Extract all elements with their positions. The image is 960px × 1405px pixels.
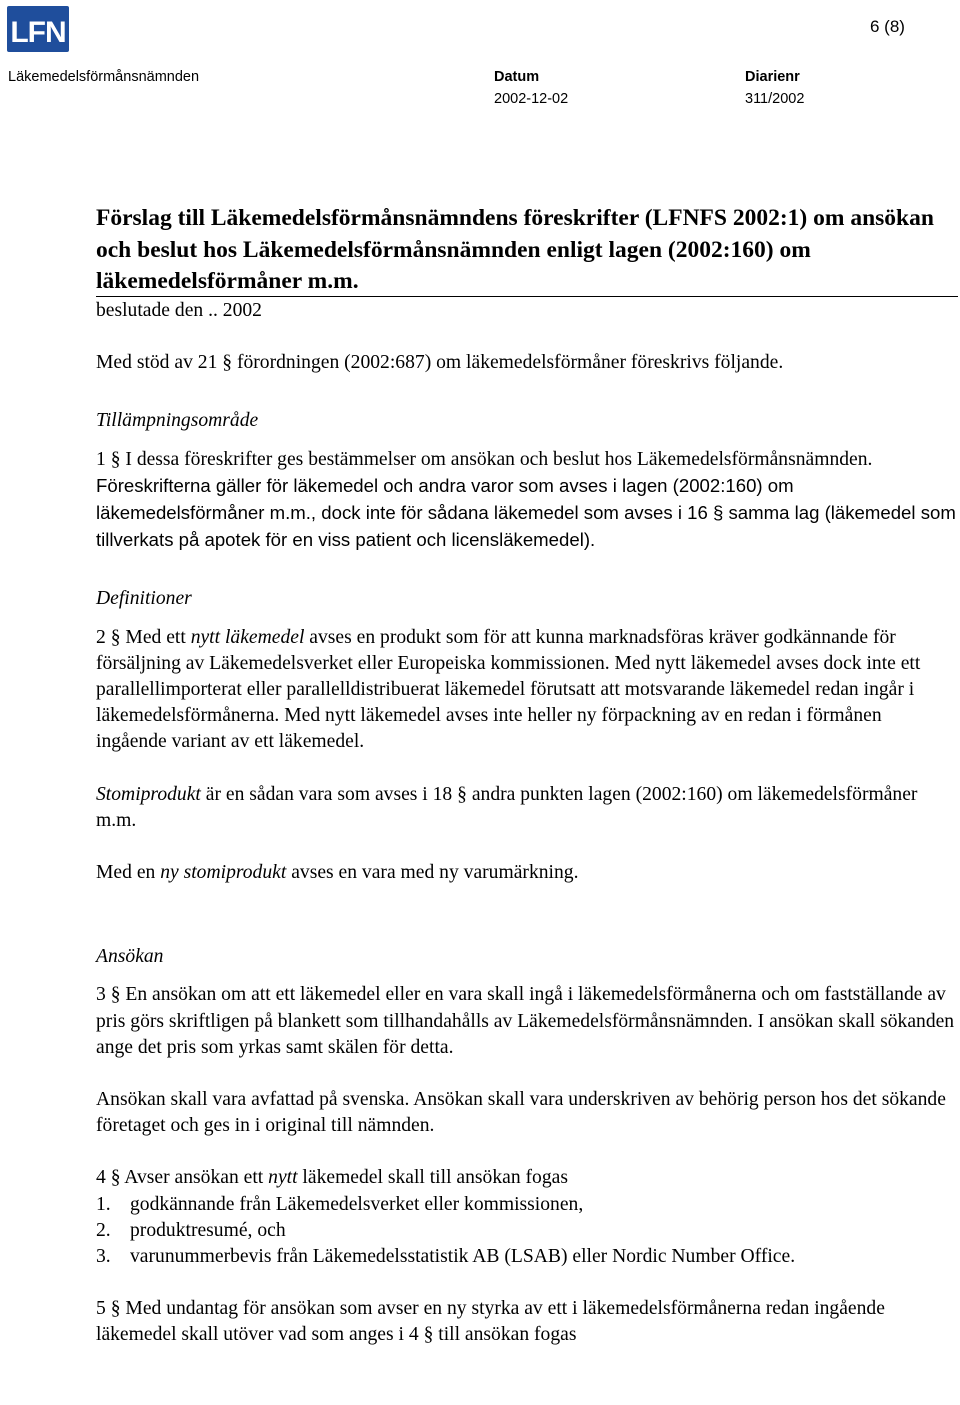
title-rule: [96, 296, 958, 297]
document-body: [96, 298, 956, 1349]
paragraph-7: [96, 1165, 956, 1191]
diarienr-label: Diarienr: [745, 69, 800, 85]
date-value: 2002-12-02: [494, 91, 569, 107]
paragraph-3-part-b: är en sådan vara som avses i 18 § andra punkten lagen (2002:160) om läkemedelsförmåner m.m.: [96, 783, 918, 831]
term-ny-stomiprodukt: ny stomiprodukt: [160, 862, 287, 884]
logo-text: LFN: [10, 16, 66, 49]
intro-paragraph: Med stöd av 21 § förordningen (2002:687) om läkemedelsförmåner föreskrivs följande.: [96, 352, 784, 374]
date-label: Datum: [494, 69, 540, 85]
paragraph-2: [96, 625, 956, 756]
term-nytt: nytt: [268, 1167, 298, 1189]
paragraph-5: 3 § En ansökan om att ett läkemedel eller en vara skall ingå i läkemedelsförmånerna och om fastställande av pris görs skriftligen på blankett som tillhandahålls av Läkemedelsförmånsnämnden. I ansökan skall sökanden ange det pris som yrkas samt skälen för detta.: [96, 984, 955, 1058]
paragraph-6: Ansökan skall vara avfattad på svenska. Ansökan skall vara underskriven av behörig person hos det sökande företaget och ges in i original till nämnden.: [96, 1089, 946, 1137]
decided-line: beslutade den .. 2002: [96, 300, 262, 321]
paragraph-3: [96, 782, 956, 834]
section-heading-scope: Tillämpningsområde: [96, 410, 259, 432]
list-item-number: 2.: [96, 1219, 111, 1241]
page-number: 6 (8): [870, 17, 905, 36]
term-stomiprodukt: Stomiprodukt: [96, 783, 201, 805]
paragraph-4-part-a: Med en: [96, 862, 161, 884]
attachment-list: [96, 1192, 956, 1271]
paragraph-7-part-b: läkemedel skall till ansökan fogas: [297, 1167, 568, 1189]
paragraph-1-part-a: 1 § I dessa föreskrifter ges bestämmelser om ansökan och beslut hos Läkemedelsförmånsnämnden.: [96, 448, 873, 470]
paragraph-7-part-a: 4 § Avser ansökan ett: [96, 1167, 269, 1189]
paragraph-1-part-b: Föreskrifterna gäller för läkemedel och andra varor som avses i lagen (2002:160) om läkemedelsförmåner m.m., dock inte för sådana läkemedel som avses i 16 § samma lag (läkemedel som tillverkats på apotek för en viss patient och licensläkemedel).: [96, 474, 956, 551]
section-heading-definitions: Definitioner: [96, 588, 192, 610]
list-item-number: 3.: [96, 1246, 111, 1268]
paragraph-4-part-b: avses en vara med ny varumärkning.: [286, 862, 579, 884]
list-item: [96, 1218, 956, 1244]
list-item-text: godkännande från Läkemedelsverket eller kommissionen,: [130, 1193, 584, 1215]
paragraph-2-part-a: 2 § Med ett: [96, 626, 191, 648]
list-item: [96, 1192, 956, 1218]
header-organization: Läkemedelsförmånsnämnden: [8, 69, 200, 85]
list-item-text: produktresumé, och: [130, 1219, 286, 1241]
paragraph-2-part-b: avses en produkt som för att kunna marknadsföras kräver godkännande för försäljning av Läkemedelsverket eller Europeiska kommissionen. Med nytt läkemedel avses dock inte ett parallellimporterat eller parallelldistribuerat läkemedel förutsatt att motsvarande läkemedel redan ingår i läkemedelsförmånerna. Med nytt läkemedel avses inte heller ny förpackning av en redan i förmånen ingående variant av ett läkemedel.: [96, 626, 921, 753]
diarienr-value: 311/2002: [745, 91, 805, 107]
list-item-text: varunummerbevis från Läkemedelsstatistik AB (LSAB) eller Nordic Number Office.: [130, 1246, 796, 1268]
paragraph-4: [96, 860, 956, 886]
list-item-number: 1.: [96, 1193, 111, 1215]
lfn-logo: [7, 6, 69, 52]
paragraph-8: 5 § Med undantag för ansökan som avser en ny styrka av ett i läkemedelsförmånerna redan ingående läkemedel skall utöver vad som anges i 4 § till ansökan fogas: [96, 1298, 885, 1346]
paragraph-1: [96, 447, 956, 555]
header-diarienr: [745, 66, 804, 110]
header-date: [494, 66, 568, 110]
term-nytt-lakemedel: nytt läkemedel: [190, 626, 305, 648]
list-item: [96, 1244, 956, 1270]
section-heading-application: Ansökan: [96, 946, 164, 968]
document-title: Förslag till Läkemedelsförmånsnämndens föreskrifter (LFNFS 2002:1) om ansökan och beslut hos Läkemedelsförmånsnämnden enligt lagen (2002:160) om läkemedelsförmåner m.m.: [96, 205, 934, 294]
